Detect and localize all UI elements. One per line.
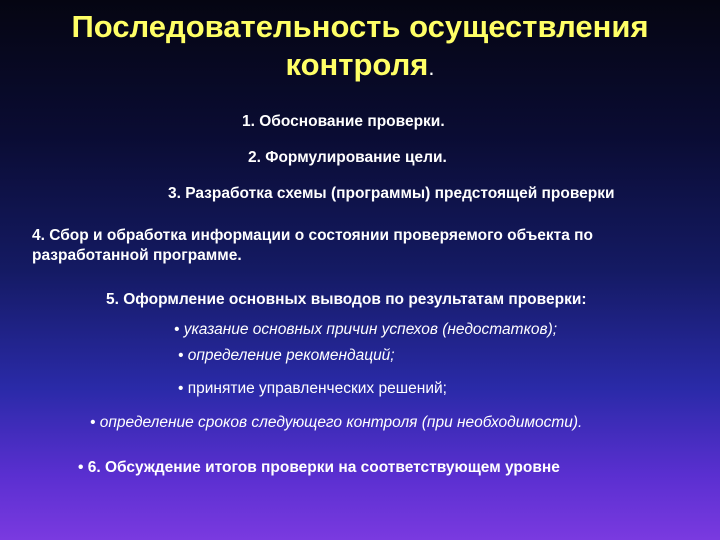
slide-title-line1: Последовательность осуществления (71, 9, 649, 44)
step-1: 1. Обоснование проверки. (242, 113, 445, 130)
bullet-decisions: • принятие управленческих решений; (178, 380, 447, 397)
step-5: 5. Оформление основных выводов по результатам проверки: (106, 291, 587, 308)
slide-title-dot: . (428, 55, 435, 80)
slide-title-word: контроля (285, 47, 429, 82)
step-2: 2. Формулирование цели. (248, 149, 447, 166)
slide-title-line2 (0, 46, 720, 87)
bullet-recommendations: • определение рекомендаций; (178, 347, 395, 364)
bullet-reasons: • указание основных причин успехов (недостатков); (174, 321, 558, 338)
step-3: 3. Разработка схемы (программы) предстоящей проверки (168, 185, 615, 202)
step-4: 4. Сбор и обработка информации о состоянии проверяемого объекта по разработанной программе. (32, 227, 593, 264)
bullet-next-control: • определение сроков следующего контроля (при необходимости). (90, 414, 583, 431)
step-6: • 6. Обсуждение итогов проверки на соответствующем уровне (78, 459, 560, 476)
